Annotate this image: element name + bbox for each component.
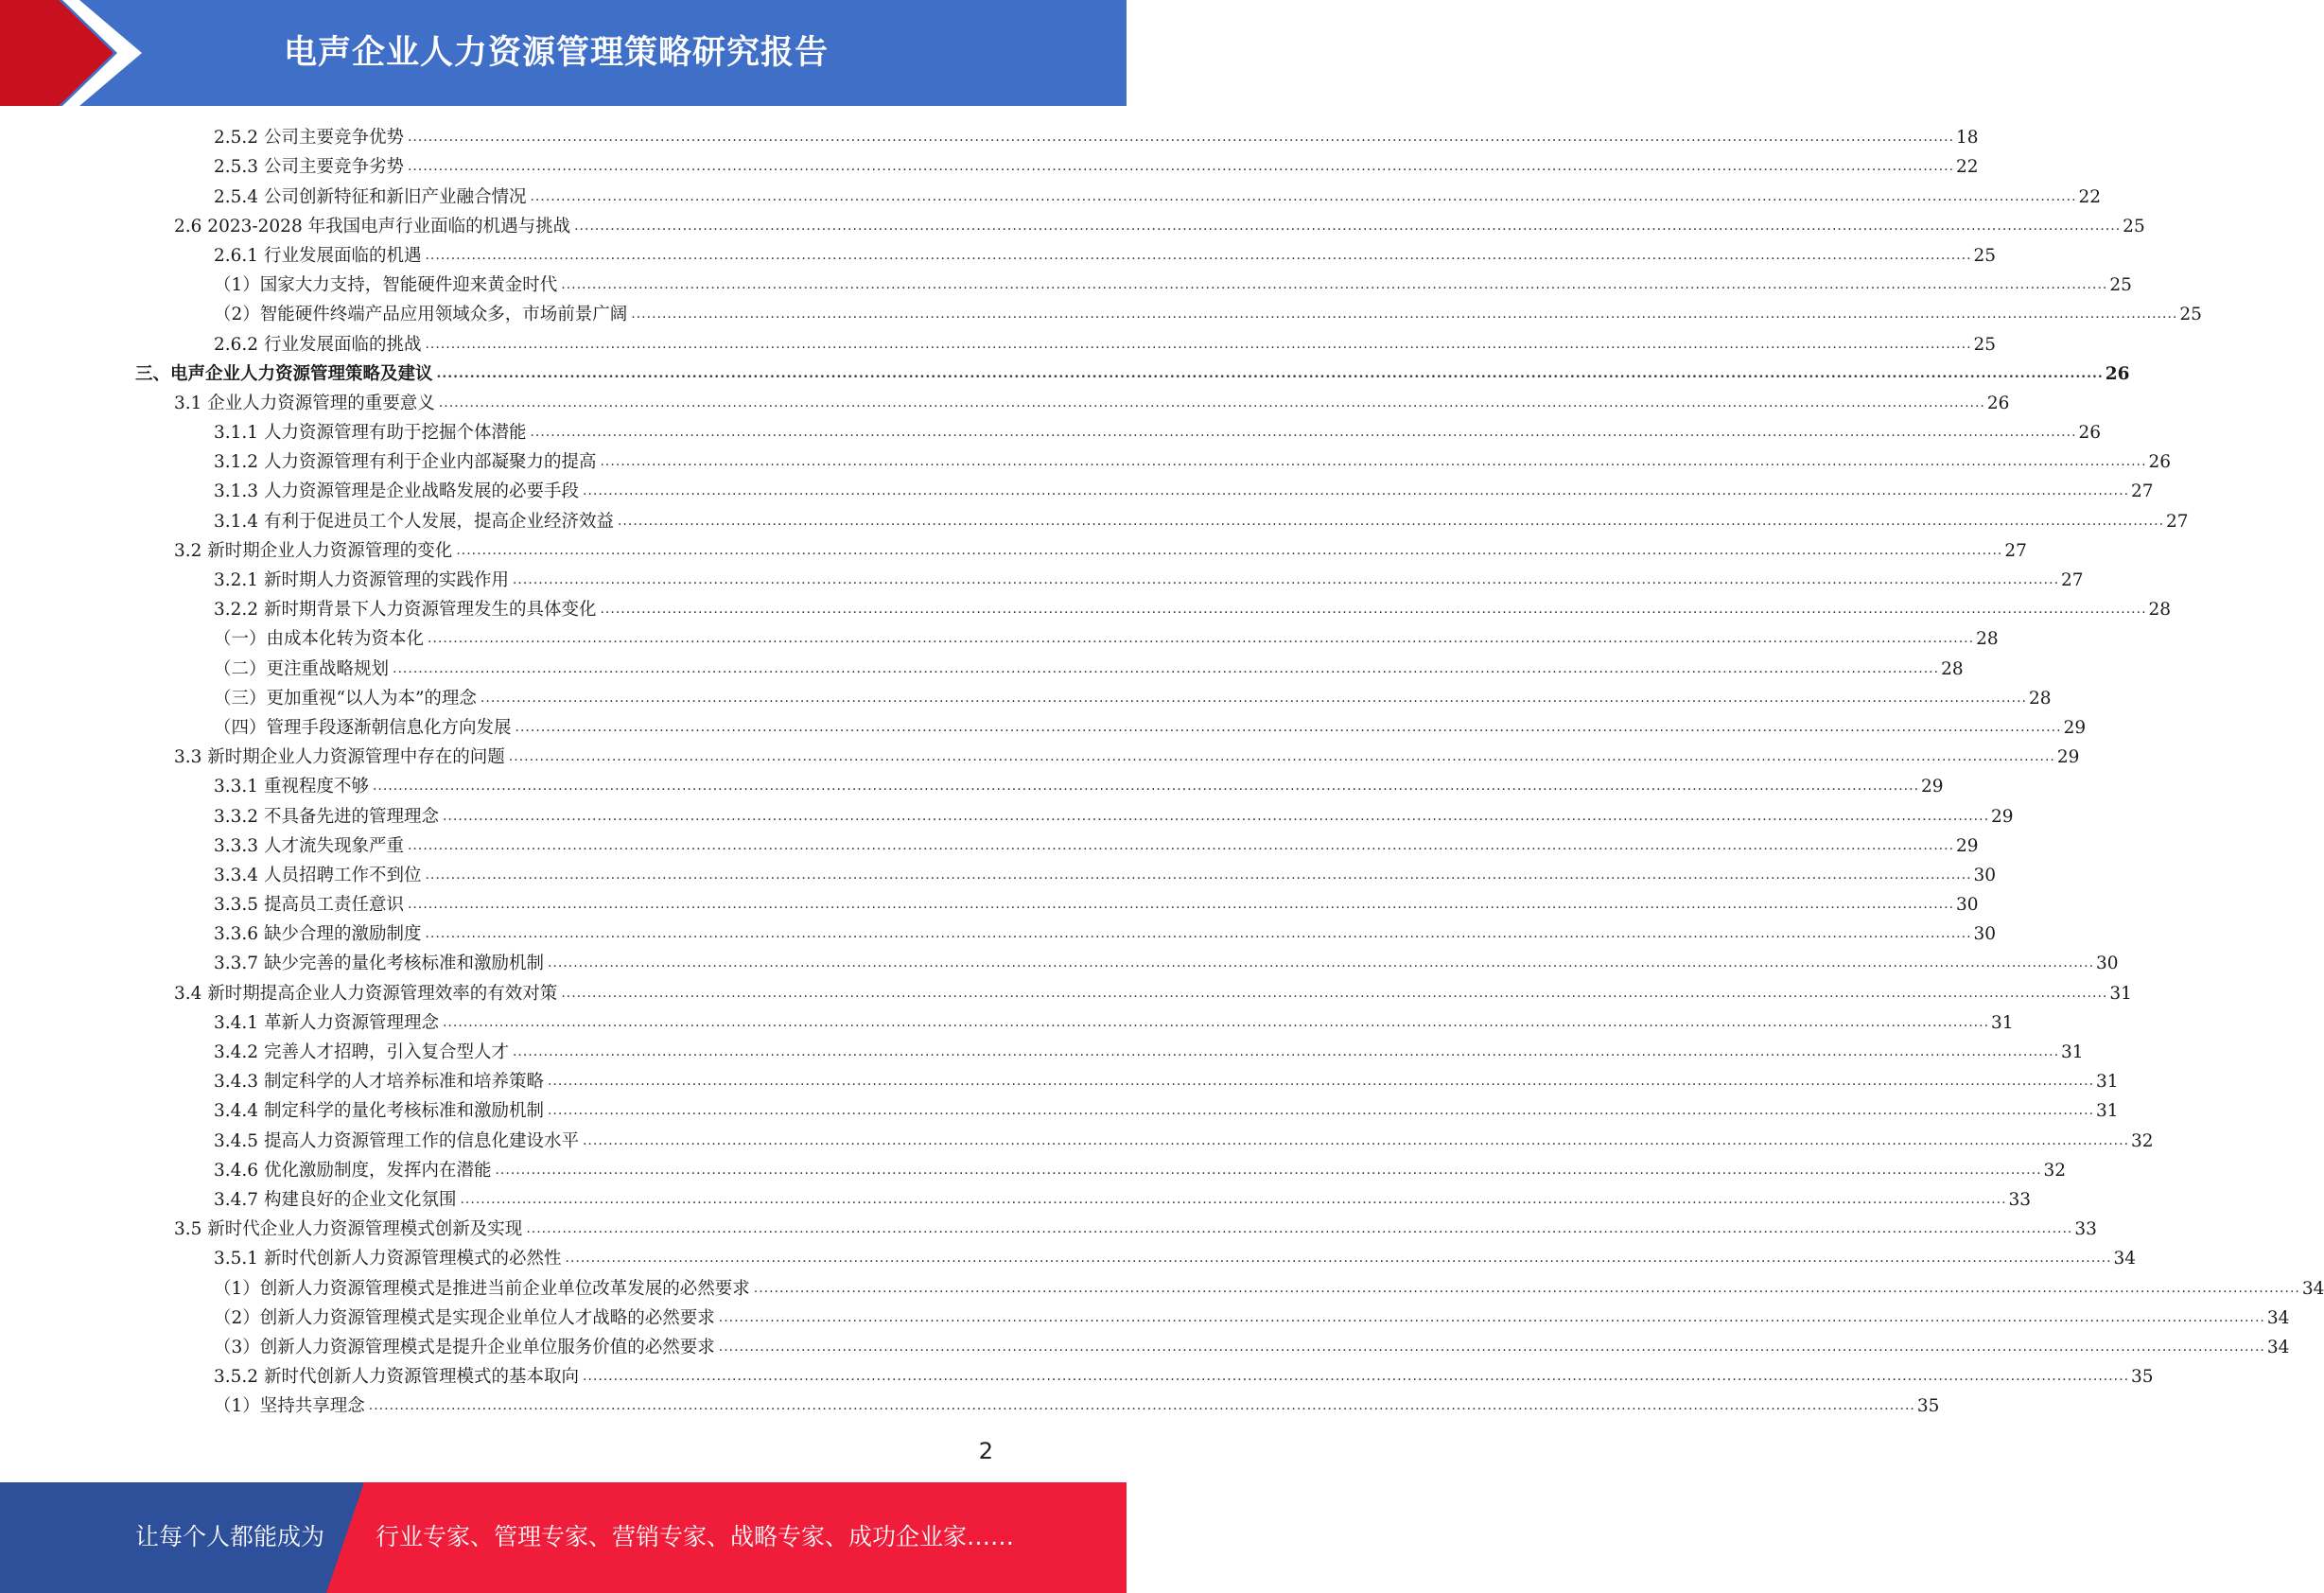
toc-entry-page: 28 [2148, 600, 2172, 621]
toc-entry-title: 3.5 新时代企业人力资源管理模式创新及实现 [174, 1219, 523, 1240]
toc-entry-title: 3.3.3 人才流失现象严重 [214, 835, 404, 856]
toc-entry[interactable] [0, 887, 1979, 917]
toc-leader-dots: ............................................................................................................................................................................................................................................................................................................ [547, 1103, 2095, 1119]
toc-leader-dots: ............................................................................................................................................................................................................................................................................................................ [495, 1162, 2042, 1178]
footer-slogan-right: 行业专家、管理专家、营销专家、战略专家、成功企业家…… [376, 1523, 1015, 1550]
toc-entry-page: 35 [1916, 1396, 1940, 1417]
toc-entry[interactable] [0, 917, 1997, 946]
toc-entry-page: 25 [1973, 334, 1997, 355]
toc-entry[interactable] [0, 946, 2119, 975]
toc-leader-dots: ............................................................................................................................................................................................................................................................................................................ [600, 602, 2147, 618]
toc-entry-page: 26 [1986, 393, 2010, 413]
toc-entry-title: 2.5.3 公司主要竞争劣势 [214, 157, 404, 178]
toc-entry[interactable] [0, 149, 1979, 179]
toc-leader-dots: ............................................................................................................................................................................................................................................................................................................ [442, 1014, 1990, 1030]
toc-entry-page: 25 [2179, 305, 2202, 325]
toc-entry[interactable] [0, 563, 2084, 592]
toc-leader-dots: ............................................................................................................................................................................................................................................................................................................ [436, 365, 2104, 381]
toc-leader-dots: ............................................................................................................................................................................................................................................................................................................ [425, 867, 1972, 883]
toc-entry-page: 22 [1956, 157, 1979, 178]
toc-entry-title: 3.4.6 优化激励制度，发挥内在潜能 [214, 1160, 492, 1181]
toc-entry-title: （三）更加重视“以人为本”的理念 [214, 688, 477, 709]
toc-entry-page: 29 [1956, 835, 1979, 856]
toc-leader-dots: ............................................................................................................................................................................................................................................................................................................ [565, 1251, 2112, 1267]
toc-leader-dots: ............................................................................................................................................................................................................................................................................................................ [428, 631, 1975, 647]
toc-entry-title: 3.1 企业人力资源管理的重要意义 [174, 393, 435, 413]
toc-entry[interactable] [0, 798, 2014, 828]
toc-leader-dots: ............................................................................................................................................................................................................................................................................................................ [442, 808, 1990, 824]
toc-leader-dots: ............................................................................................................................................................................................................................................................................................................ [393, 660, 1940, 676]
toc-entry-page: 27 [2004, 540, 2027, 561]
toc-leader-dots: ............................................................................................................................................................................................................................................................................................................ [425, 336, 1972, 352]
toc-entry-page: 34 [2266, 1337, 2290, 1357]
toc-entry-page: 28 [1941, 658, 1964, 679]
toc-entry-title: 3.5.2 新时代创新人力资源管理模式的基本取向 [214, 1367, 579, 1388]
toc-leader-dots: ............................................................................................................................................................................................................................................................................................................ [512, 572, 2060, 587]
toc-entry-title: 3.4.3 制定科学的人才培养标准和培养策略 [214, 1072, 544, 1093]
toc-entry-title: 3.3.5 提高员工责任意识 [214, 895, 404, 916]
toc-entry-title: 3.2.2 新时期背景下人力资源管理发生的具体变化 [214, 600, 597, 621]
toc-entry-page: 31 [1991, 1012, 2014, 1033]
toc-entry-page: 31 [2109, 983, 2132, 1004]
toc-entry-title: 3.2.1 新时期人力资源管理的实践作用 [214, 570, 509, 590]
toc-entry-page: 26 [2148, 452, 2172, 473]
toc-entry-page: 33 [2008, 1189, 2032, 1210]
toc-leader-dots: ............................................................................................................................................................................................................................................................................................................ [718, 1309, 2265, 1325]
toc-entry-title: 3.3.1 重视程度不够 [214, 777, 369, 797]
toc-entry-page: 29 [1991, 806, 2014, 827]
toc-entry[interactable] [0, 651, 1964, 680]
toc-entry-page: 29 [2056, 747, 2080, 768]
toc-entry[interactable] [0, 858, 1997, 887]
toc-entry[interactable] [0, 326, 1997, 356]
toc-entry[interactable] [0, 1389, 1940, 1418]
toc-entry-title: 3.4.4 制定科学的量化考核标准和激励机制 [214, 1101, 544, 1122]
toc-entry[interactable] [0, 1123, 2154, 1152]
toc-entry-page: 31 [2096, 1072, 2119, 1093]
toc-entry-title: 3.3.2 不具备先进的管理理念 [214, 806, 439, 827]
toc-entry[interactable] [0, 1153, 2067, 1182]
toc-entry-title: （1）国家大力支持，智能硬件迎来黄金时代 [214, 275, 558, 296]
toc-entry-title: 3.3.6 缺少合理的激励制度 [214, 924, 422, 945]
toc-entry-title: （3）创新人力资源管理模式是提升企业单位服务价值的必然要求 [214, 1337, 715, 1357]
toc-entry-page: 35 [2131, 1367, 2154, 1388]
toc-entry[interactable] [0, 209, 2145, 238]
toc-entry-title: （四）管理手段逐渐朝信息化方向发展 [214, 717, 512, 738]
toc-entry-page: 29 [1921, 777, 1944, 797]
toc-entry[interactable] [0, 769, 1944, 798]
toc-entry-title: 2.5.2 公司主要竞争优势 [214, 128, 404, 149]
toc-entry[interactable] [0, 179, 2102, 208]
toc-entry[interactable] [0, 503, 2189, 533]
toc-entry-page: 31 [2061, 1042, 2084, 1062]
toc-entry-page: 30 [2096, 954, 2119, 974]
toc-leader-dots: ............................................................................................................................................................................................................................................................................................................ [547, 955, 2095, 972]
toc-entry-title: （1）创新人力资源管理模式是推进当前企业单位改革发展的必然要求 [214, 1278, 750, 1299]
toc-entry-page: 28 [2028, 688, 2052, 709]
toc-entry[interactable] [0, 1094, 2119, 1123]
toc-entry-title: 3.3.4 人员招聘工作不到位 [214, 865, 422, 885]
toc-entry-title: 3.4.2 完善人才招聘，引入复合型人才 [214, 1042, 509, 1062]
toc-entry-title: 3.4 新时期提高企业人力资源管理效率的有效对策 [174, 983, 558, 1004]
toc-leader-dots: ............................................................................................................................................................................................................................................................................................................ [407, 837, 1955, 853]
toc-leader-dots: ............................................................................................................................................................................................................................................................................................................ [460, 1191, 2007, 1207]
header-chevron-decoration [0, 0, 151, 106]
toc-entry[interactable] [0, 1241, 2137, 1270]
toc-entry-page: 34 [2113, 1249, 2137, 1269]
toc-leader-dots: ............................................................................................................................................................................................................................................................................................................ [438, 394, 1985, 411]
toc-entry-title: 3.5.1 新时代创新人力资源管理模式的必然性 [214, 1249, 562, 1269]
toc-entry[interactable] [0, 621, 1999, 651]
toc-entry-page: 27 [2131, 481, 2154, 502]
toc-entry-title: 2.6.2 行业发展面临的挑战 [214, 334, 422, 355]
toc-entry[interactable] [0, 829, 1979, 858]
toc-entry-page: 29 [2063, 717, 2087, 738]
toc-entry-page: 25 [1973, 245, 1997, 266]
toc-entry-title: （一）由成本化转为资本化 [214, 629, 425, 650]
toc-entry[interactable] [0, 1359, 2154, 1389]
table-of-contents [0, 120, 2324, 1418]
toc-entry[interactable] [0, 268, 2132, 297]
toc-entry[interactable] [0, 415, 2102, 445]
toc-entry-page: 30 [1973, 865, 1997, 885]
toc-entry[interactable] [0, 1182, 2032, 1212]
toc-entry[interactable] [0, 1064, 2119, 1094]
page-header [0, 0, 1127, 106]
toc-entry-page: 34 [2266, 1307, 2290, 1328]
toc-leader-dots: ............................................................................................................................................................................................................................................................................................................ [530, 188, 2077, 204]
toc-entry-title: 3.3 新时期企业人力资源管理中存在的问题 [174, 747, 505, 768]
toc-leader-dots: ............................................................................................................................................................................................................................................................................................................ [600, 454, 2147, 470]
toc-entry-title: 3.1.4 有利于促进员工个人发展，提高企业经济效益 [214, 511, 614, 532]
toc-entry[interactable] [0, 1330, 2290, 1359]
toc-entry[interactable] [0, 740, 2080, 769]
toc-entry-page: 25 [2109, 275, 2132, 296]
toc-entry-title: （二）更注重战略规划 [214, 658, 390, 679]
toc-entry[interactable] [0, 1301, 2290, 1330]
toc-leader-dots: ............................................................................................................................................................................................................................................................................................................ [512, 1044, 2060, 1059]
toc-leader-dots: ............................................................................................................................................................................................................................................................................................................ [582, 483, 2130, 499]
toc-entry[interactable] [0, 534, 2027, 563]
toc-entry-page: 32 [2043, 1160, 2067, 1181]
toc-entry-title: 3.4.1 革新人力资源管理理念 [214, 1012, 439, 1033]
toc-leader-dots: ............................................................................................................................................................................................................................................................................................................ [480, 690, 2027, 706]
page-number: 2 [978, 1438, 993, 1464]
page-footer [0, 1482, 1127, 1593]
toc-entry-title: 3.4.7 构建良好的企业文化氛围 [214, 1189, 457, 1210]
toc-entry[interactable] [0, 681, 2052, 710]
toc-entry-title: 2.5.4 公司创新特征和新旧产业融合情况 [214, 186, 527, 207]
toc-entry-title: 三、电声企业人力资源管理策略及建议 [135, 363, 433, 384]
toc-leader-dots: ............................................................................................................................................................................................................................................................................................................ [407, 159, 1955, 175]
toc-leader-dots: ............................................................................................................................................................................................................................................................................................................ [407, 897, 1955, 913]
toc-entry-title: 2.6 2023-2028 年我国电声行业面临的机遇与挑战 [174, 216, 571, 236]
toc-leader-dots: ............................................................................................................................................................................................................................................................................................................ [425, 926, 1972, 942]
toc-entry-page: 22 [2078, 186, 2102, 207]
toc-entry[interactable] [0, 1212, 2097, 1241]
toc-entry-title: 3.1.1 人力资源管理有助于挖掘个体潜能 [214, 423, 527, 444]
toc-leader-dots: ............................................................................................................................................................................................................................................................................................................ [368, 1398, 1915, 1414]
toc-entry-title: 3.2 新时期企业人力资源管理的变化 [174, 540, 453, 561]
toc-leader-dots: ............................................................................................................................................................................................................................................................................................................ [508, 749, 2055, 765]
toc-entry[interactable] [0, 357, 2130, 386]
toc-entry-page: 30 [1973, 924, 1997, 945]
toc-leader-dots: ............................................................................................................................................................................................................................................................................................................ [753, 1280, 2300, 1296]
toc-entry-page: 34 [2301, 1278, 2324, 1299]
toc-leader-dots: ............................................................................................................................................................................................................................................................................................................ [456, 542, 2003, 558]
toc-entry[interactable] [0, 1270, 2324, 1300]
page-title: 电声企业人力资源管理策略研究报告 [284, 34, 830, 72]
toc-leader-dots: ............................................................................................................................................................................................................................................................................................................ [582, 1132, 2130, 1148]
toc-leader-dots: ............................................................................................................................................................................................................................................................................................................ [526, 1221, 2073, 1237]
toc-entry[interactable] [0, 975, 2132, 1005]
toc-entry[interactable] [0, 297, 2202, 326]
toc-entry-title: 3.4.5 提高人力资源管理工作的信息化建设水平 [214, 1130, 579, 1151]
toc-leader-dots: ............................................................................................................................................................................................................................................................................................................ [582, 1369, 2130, 1385]
toc-entry-page: 26 [2105, 363, 2130, 384]
toc-entry[interactable] [0, 445, 2172, 474]
footer-slogan-left: 让每个人都能成为 [135, 1523, 325, 1550]
toc-entry-page: 26 [2078, 423, 2102, 444]
toc-leader-dots: ............................................................................................................................................................................................................................................................................................................ [425, 247, 1972, 263]
toc-entry[interactable] [0, 592, 2172, 621]
toc-entry[interactable] [0, 386, 2010, 415]
toc-entry-title: （1）坚持共享理念 [214, 1396, 365, 1417]
toc-entry-page: 32 [2131, 1130, 2154, 1151]
toc-leader-dots: ............................................................................................................................................................................................................................................................................................................ [561, 985, 2108, 1001]
toc-entry-page: 33 [2074, 1219, 2097, 1240]
toc-leader-dots: ............................................................................................................................................................................................................................................................................................................ [547, 1074, 2095, 1090]
toc-leader-dots: ............................................................................................................................................................................................................................................................................................................ [530, 425, 2077, 441]
toc-entry[interactable] [0, 238, 1997, 268]
toc-leader-dots: ............................................................................................................................................................................................................................................................................................................ [574, 218, 2122, 234]
toc-entry-title: 2.6.1 行业发展面临的机遇 [214, 245, 422, 266]
toc-entry-title: （2）创新人力资源管理模式是实现企业单位人才战略的必然要求 [214, 1307, 715, 1328]
toc-entry-page: 18 [1956, 128, 1979, 149]
toc-entry-page: 25 [2123, 216, 2145, 236]
toc-entry-title: （2）智能硬件终端产品应用领域众多，市场前景广阔 [214, 305, 628, 325]
toc-leader-dots: ............................................................................................................................................................................................................................................................................................................ [561, 277, 2108, 293]
toc-entry[interactable] [0, 710, 2087, 740]
toc-leader-dots: ............................................................................................................................................................................................................................................................................................................ [718, 1339, 2265, 1355]
toc-entry-page: 31 [2096, 1101, 2119, 1122]
toc-entry-title: 3.3.7 缺少完善的量化考核标准和激励机制 [214, 954, 544, 974]
toc-entry[interactable] [0, 1006, 2014, 1035]
toc-entry[interactable] [0, 120, 1979, 149]
toc-leader-dots: ............................................................................................................................................................................................................................................................................................................ [407, 130, 1955, 146]
toc-entry-title: 3.1.2 人力资源管理有利于企业内部凝聚力的提高 [214, 452, 597, 473]
toc-leader-dots: ............................................................................................................................................................................................................................................................................................................ [617, 513, 2165, 529]
toc-leader-dots: ............................................................................................................................................................................................................................................................................................................ [631, 306, 2178, 323]
toc-entry[interactable] [0, 1035, 2084, 1064]
toc-entry-page: 28 [1976, 629, 1999, 650]
toc-entry-page: 27 [2166, 511, 2189, 532]
toc-leader-dots: ............................................................................................................................................................................................................................................................................................................ [372, 779, 1920, 795]
toc-entry-title: 3.1.3 人力资源管理是企业战略发展的必要手段 [214, 481, 579, 502]
toc-leader-dots: ............................................................................................................................................................................................................................................................................................................ [515, 719, 2062, 735]
toc-entry[interactable] [0, 474, 2154, 503]
toc-entry-page: 30 [1956, 895, 1979, 916]
toc-entry-page: 27 [2061, 570, 2084, 590]
